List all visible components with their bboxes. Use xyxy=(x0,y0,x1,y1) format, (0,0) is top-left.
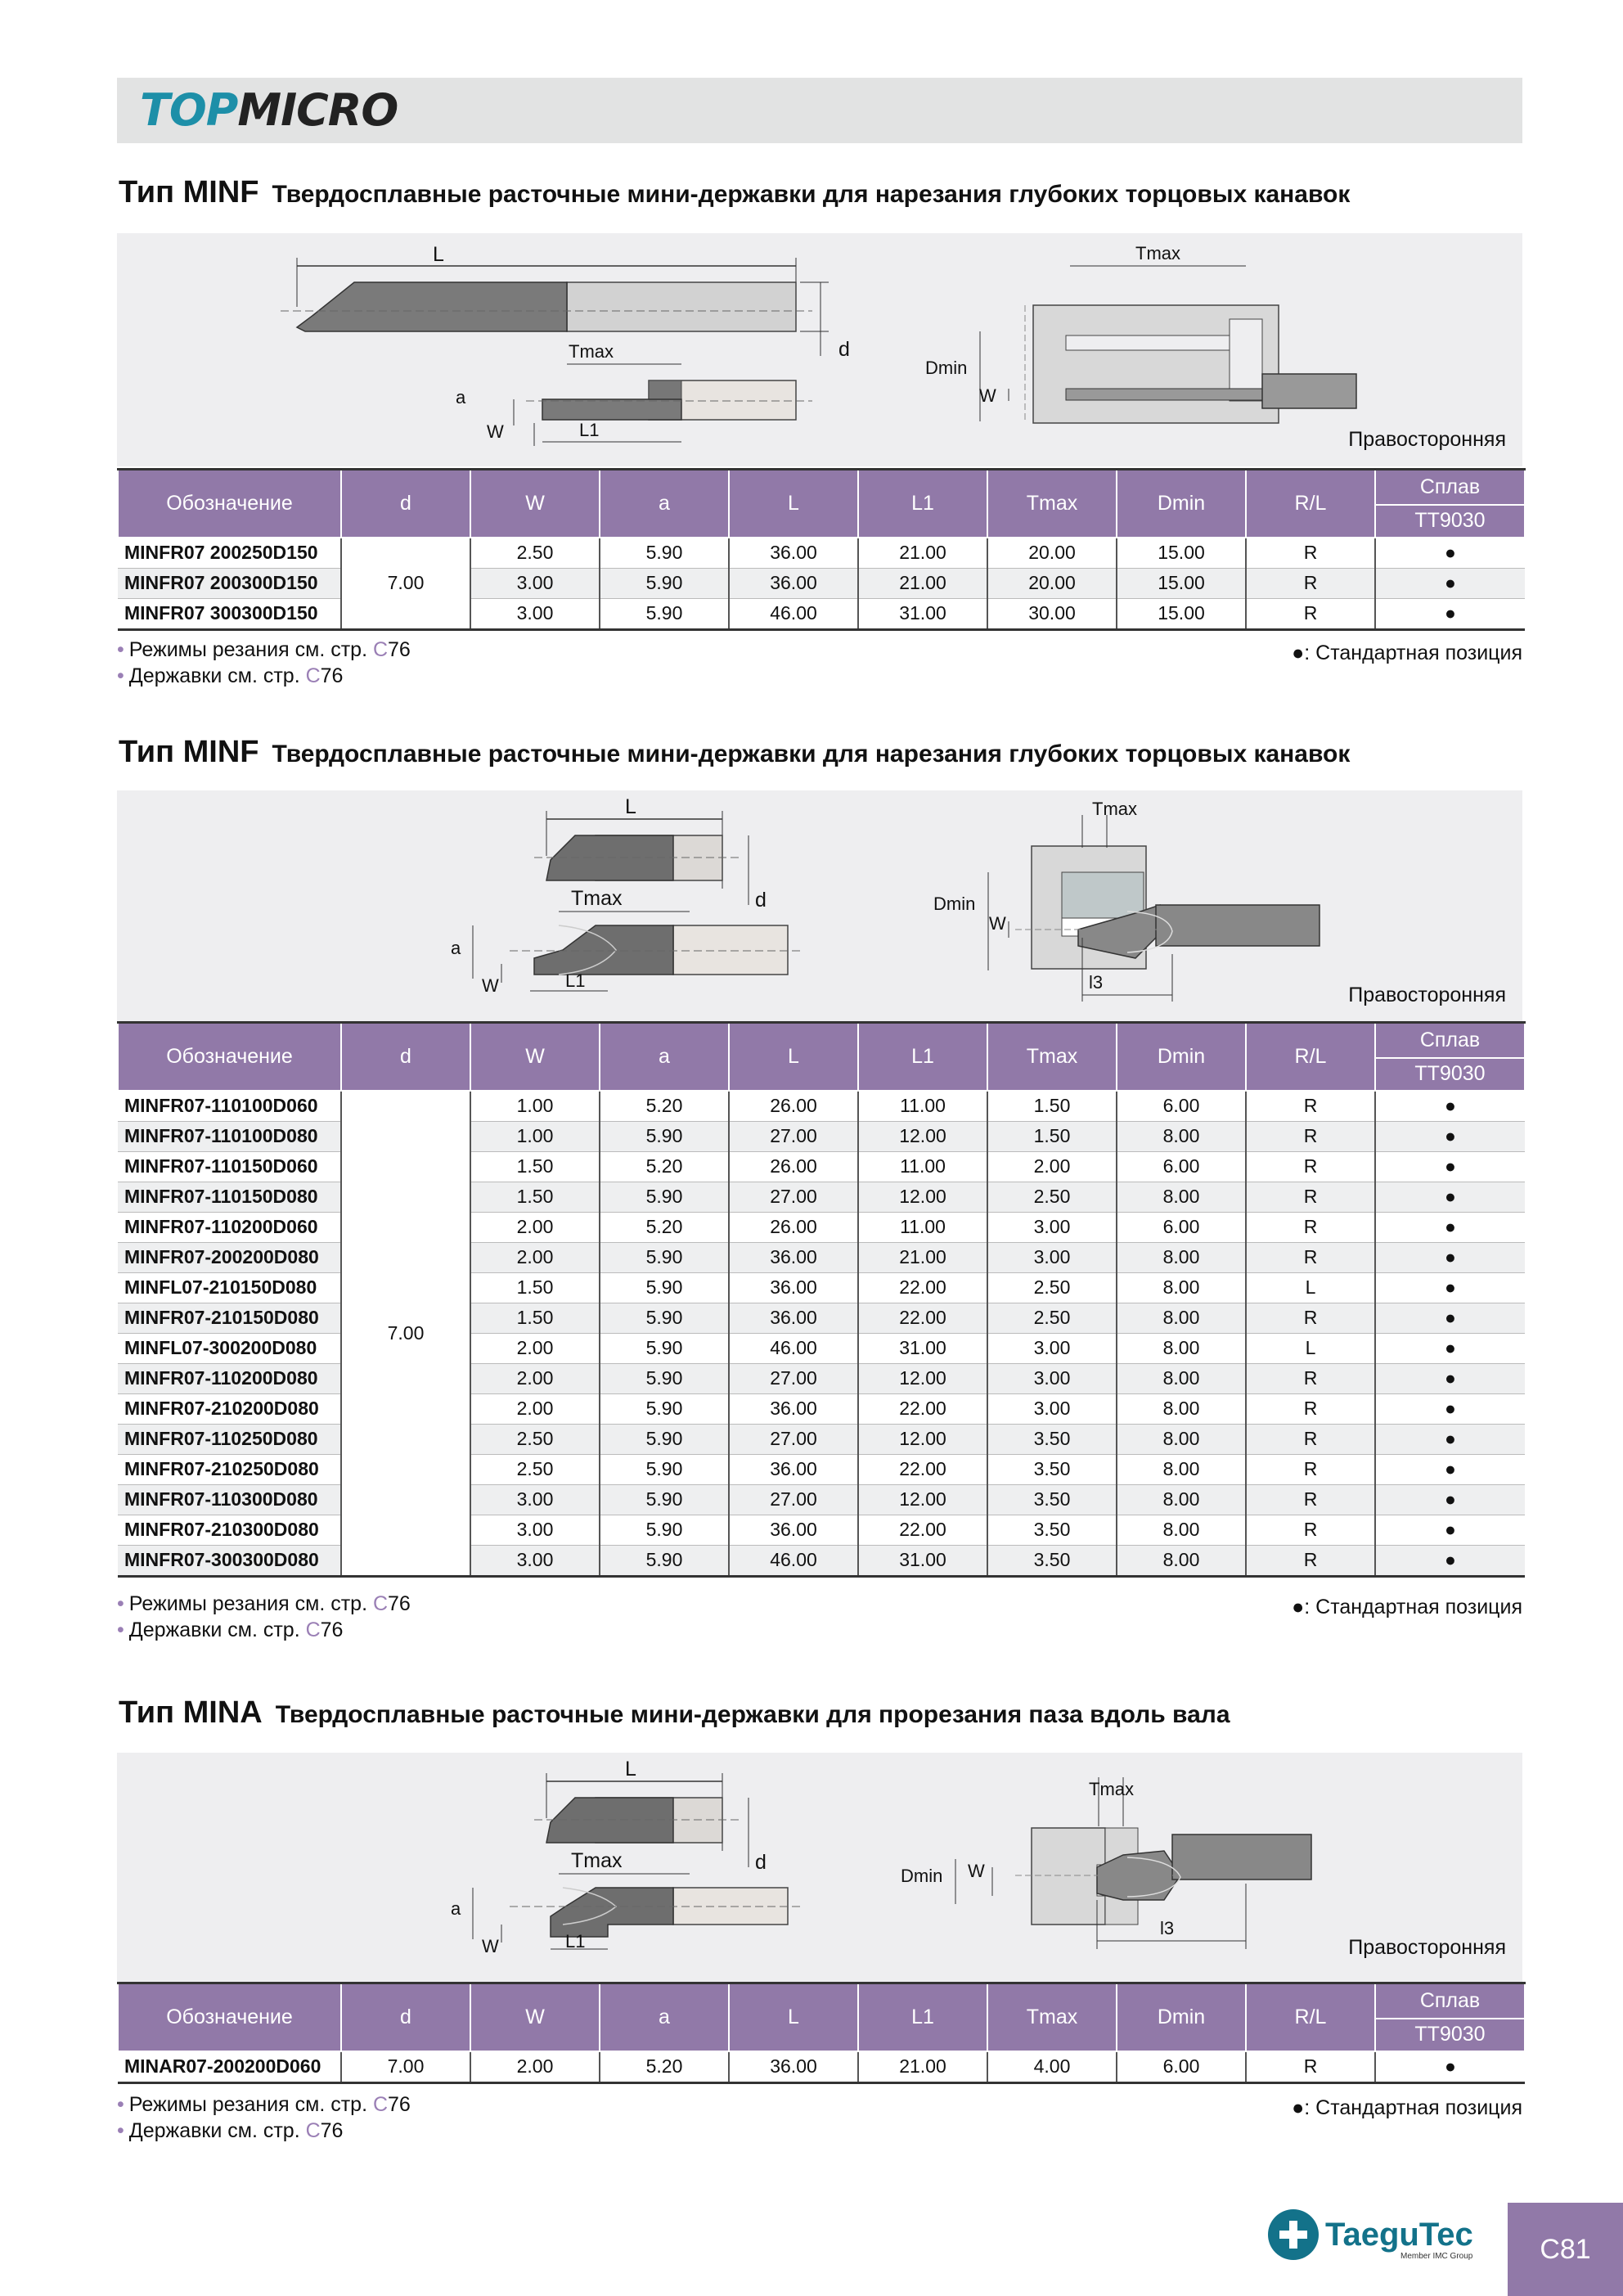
label-l3: l3 xyxy=(1089,972,1104,993)
col-l: L xyxy=(729,470,858,538)
col-designation: Обозначение xyxy=(118,1023,341,1091)
table-row: MINAR07-200200D060 7.00 2.00 5.20 36.00 21.00 4.00 6.00 R ● xyxy=(118,2051,1525,2083)
col-l: L xyxy=(729,1023,858,1091)
table-row: MINFR07-300300D080 3.00 5.90 46.00 31.00 3.50 8.00 R ● xyxy=(118,1545,1525,1576)
label-w: W xyxy=(482,1936,499,1956)
col-dmin: Dmin xyxy=(1117,1023,1246,1091)
notes-2: • Режимы резания см. стр. C76 • Державки см. стр. C76 xyxy=(117,1592,411,1641)
col-rl: R/L xyxy=(1246,470,1375,538)
d-value: 7.00 xyxy=(341,1091,470,1577)
table-row: MINFR07 200300D150 3.00 5.90 36.00 21.00 20.00 15.00 R ● xyxy=(118,568,1525,598)
col-tmax: Tmax xyxy=(987,1023,1117,1091)
topmicro-logo: TOPMICRO xyxy=(140,84,398,136)
table-row: MINFR07-200200D080 2.00 5.90 36.00 21.00 3.00 8.00 R ● xyxy=(118,1242,1525,1272)
col-d: d xyxy=(341,470,470,538)
table-body-2 xyxy=(118,1091,1525,1577)
table-row: MINFR07-110150D060 1.50 5.20 26.00 11.00 2.00 6.00 R ● xyxy=(118,1151,1525,1182)
col-tmax: Tmax xyxy=(987,1983,1117,2051)
col-alloy: Сплав xyxy=(1375,470,1525,505)
col-l1: L1 xyxy=(858,470,987,538)
label-tmax: Tmax xyxy=(571,887,623,910)
right-hand-label: Правосторонняя xyxy=(1348,1936,1506,1959)
col-d: d xyxy=(341,1023,470,1091)
col-rl: R/L xyxy=(1246,1983,1375,2051)
label-dmin: Dmin xyxy=(901,1866,943,1886)
col-dmin: Dmin xyxy=(1117,1983,1246,2051)
diagram-panel-2 xyxy=(117,790,1522,1021)
label-w-right: W xyxy=(968,1861,985,1881)
table-row: MINFR07 200250D150 7.00 2.50 5.90 36.00 21.00 20.00 15.00 R ● xyxy=(118,538,1525,569)
col-grade: TT9030 xyxy=(1375,505,1525,538)
table-row: MINFR07-110100D080 1.00 5.90 27.00 12.00 1.50 8.00 R ● xyxy=(118,1121,1525,1151)
label-d: d xyxy=(755,889,767,912)
tool-drawing-2 xyxy=(117,790,1522,1021)
tool-drawing-3 xyxy=(117,1753,1522,1982)
label-l1: L1 xyxy=(565,970,586,991)
label-l3: l3 xyxy=(1160,1918,1175,1938)
table-row: MINFL07-210150D080 1.50 5.90 36.00 22.00 2.50 8.00 L ● xyxy=(118,1272,1525,1303)
label-tmax: Tmax xyxy=(569,341,614,362)
col-w: W xyxy=(470,470,600,538)
diagram-panel-3 xyxy=(117,1753,1522,1982)
label-dmin: Dmin xyxy=(933,894,976,914)
label-a: a xyxy=(456,387,466,407)
label-w-right: W xyxy=(989,913,1006,934)
label-w-right: W xyxy=(979,385,996,406)
label-dmin: Dmin xyxy=(925,358,968,378)
table-row: MINFR07-110250D080 2.50 5.90 27.00 12.00 3.50 8.00 R ● xyxy=(118,1424,1525,1454)
col-w: W xyxy=(470,1023,600,1091)
label-l1: L1 xyxy=(579,420,600,440)
taegutec-logo: TaeguTec Member IMC Group xyxy=(1268,2209,1473,2260)
col-designation: Обозначение xyxy=(118,1983,341,2051)
label-tmax-right: Tmax xyxy=(1092,799,1137,819)
standard-legend-3: ●: Стандартная позиция xyxy=(1292,2096,1522,2119)
label-d: d xyxy=(755,1851,767,1874)
col-a: a xyxy=(600,1983,729,2051)
section-title-2: Тип MINF Твердосплавные расточные мини-державки для нарезания глубоких торцовых канавок xyxy=(119,735,1351,769)
label-l1: L1 xyxy=(565,1931,586,1952)
diagram-panel-1 xyxy=(117,233,1522,466)
table-row: MINFR07-110200D080 2.00 5.90 27.00 12.00 3.00 8.00 R ● xyxy=(118,1363,1525,1393)
spec-table-1 xyxy=(117,468,1526,631)
table-row: MINFR07-210150D080 1.50 5.90 36.00 22.00 2.50 8.00 R ● xyxy=(118,1303,1525,1333)
col-l: L xyxy=(729,1983,858,2051)
table-row: MINFR07-210200D080 2.00 5.90 36.00 22.00 3.00 8.00 R ● xyxy=(118,1393,1525,1424)
page-number: C81 xyxy=(1508,2203,1623,2296)
table-row: MINFR07-110150D080 1.50 5.90 27.00 12.00 2.50 8.00 R ● xyxy=(118,1182,1525,1212)
label-L: L xyxy=(433,243,444,266)
col-alloy: Сплав xyxy=(1375,1023,1525,1058)
label-a: a xyxy=(451,1898,461,1919)
col-a: a xyxy=(600,1023,729,1091)
col-alloy: Сплав xyxy=(1375,1983,1525,2019)
table-row: MINFR07-210300D080 3.00 5.90 36.00 22.00 3.50 8.00 R ● xyxy=(118,1515,1525,1545)
header-banner xyxy=(117,78,1522,143)
right-hand-label: Правосторонняя xyxy=(1348,984,1506,1006)
label-tmax-right: Tmax xyxy=(1135,243,1180,263)
label-L: L xyxy=(625,795,636,818)
notes-3: • Режимы резания см. стр. C76 • Державки см. стр. C76 xyxy=(117,2093,411,2142)
label-L: L xyxy=(625,1758,636,1781)
col-grade: TT9030 xyxy=(1375,1058,1525,1091)
table-row: MINFR07 300300D150 3.00 5.90 46.00 31.00 30.00 15.00 R ● xyxy=(118,598,1525,629)
label-tmax: Tmax xyxy=(571,1849,623,1872)
section-title-1: Тип MINF Твердосплавные расточные мини-державки для нарезания глубоких торцовых канавок xyxy=(119,175,1351,209)
standard-legend-2: ●: Стандартная позиция xyxy=(1292,1596,1522,1618)
notes-1: • Режимы резания см. стр. C76 • Державки см. стр. C76 xyxy=(117,638,411,687)
d-value: 7.00 xyxy=(341,2051,470,2083)
col-d: d xyxy=(341,1983,470,2051)
table-row: MINFR07-110200D060 2.00 5.20 26.00 11.00 3.00 6.00 R ● xyxy=(118,1212,1525,1242)
spec-table-3 xyxy=(117,1982,1526,2084)
col-dmin: Dmin xyxy=(1117,470,1246,538)
table-row: MINFR07-110300D080 3.00 5.90 27.00 12.00 3.50 8.00 R ● xyxy=(118,1484,1525,1515)
tool-drawing-1 xyxy=(117,233,1522,466)
section-title-3: Тип MINA Твердосплавные расточные мини-державки для прорезания паза вдоль вала xyxy=(119,1695,1230,1730)
standard-legend-1: ●: Стандартная позиция xyxy=(1292,642,1522,664)
col-a: a xyxy=(600,470,729,538)
col-designation: Обозначение xyxy=(118,470,341,538)
col-tmax: Tmax xyxy=(987,470,1117,538)
col-grade: TT9030 xyxy=(1375,2019,1525,2051)
label-d: d xyxy=(838,338,850,361)
d-value: 7.00 xyxy=(341,538,470,630)
col-rl: R/L xyxy=(1246,1023,1375,1091)
table-row: MINFR07-210250D080 2.50 5.90 36.00 22.00 3.50 8.00 R ● xyxy=(118,1454,1525,1484)
col-w: W xyxy=(470,1983,600,2051)
label-w: W xyxy=(487,421,504,442)
label-a: a xyxy=(451,938,461,958)
right-hand-label: Правосторонняя xyxy=(1348,428,1506,451)
table-row: MINFL07-300200D080 2.00 5.90 46.00 31.00 3.00 8.00 L ● xyxy=(118,1333,1525,1363)
table-row: MINFR07-110100D060 7.00 1.00 5.20 26.00 11.00 1.50 6.00 R ● xyxy=(118,1091,1525,1122)
col-l1: L1 xyxy=(858,1983,987,2051)
col-l1: L1 xyxy=(858,1023,987,1091)
spec-table-2 xyxy=(117,1021,1526,1578)
label-w: W xyxy=(482,975,499,996)
taegutec-mark-icon xyxy=(1268,2209,1319,2260)
label-tmax-right: Tmax xyxy=(1089,1779,1134,1799)
